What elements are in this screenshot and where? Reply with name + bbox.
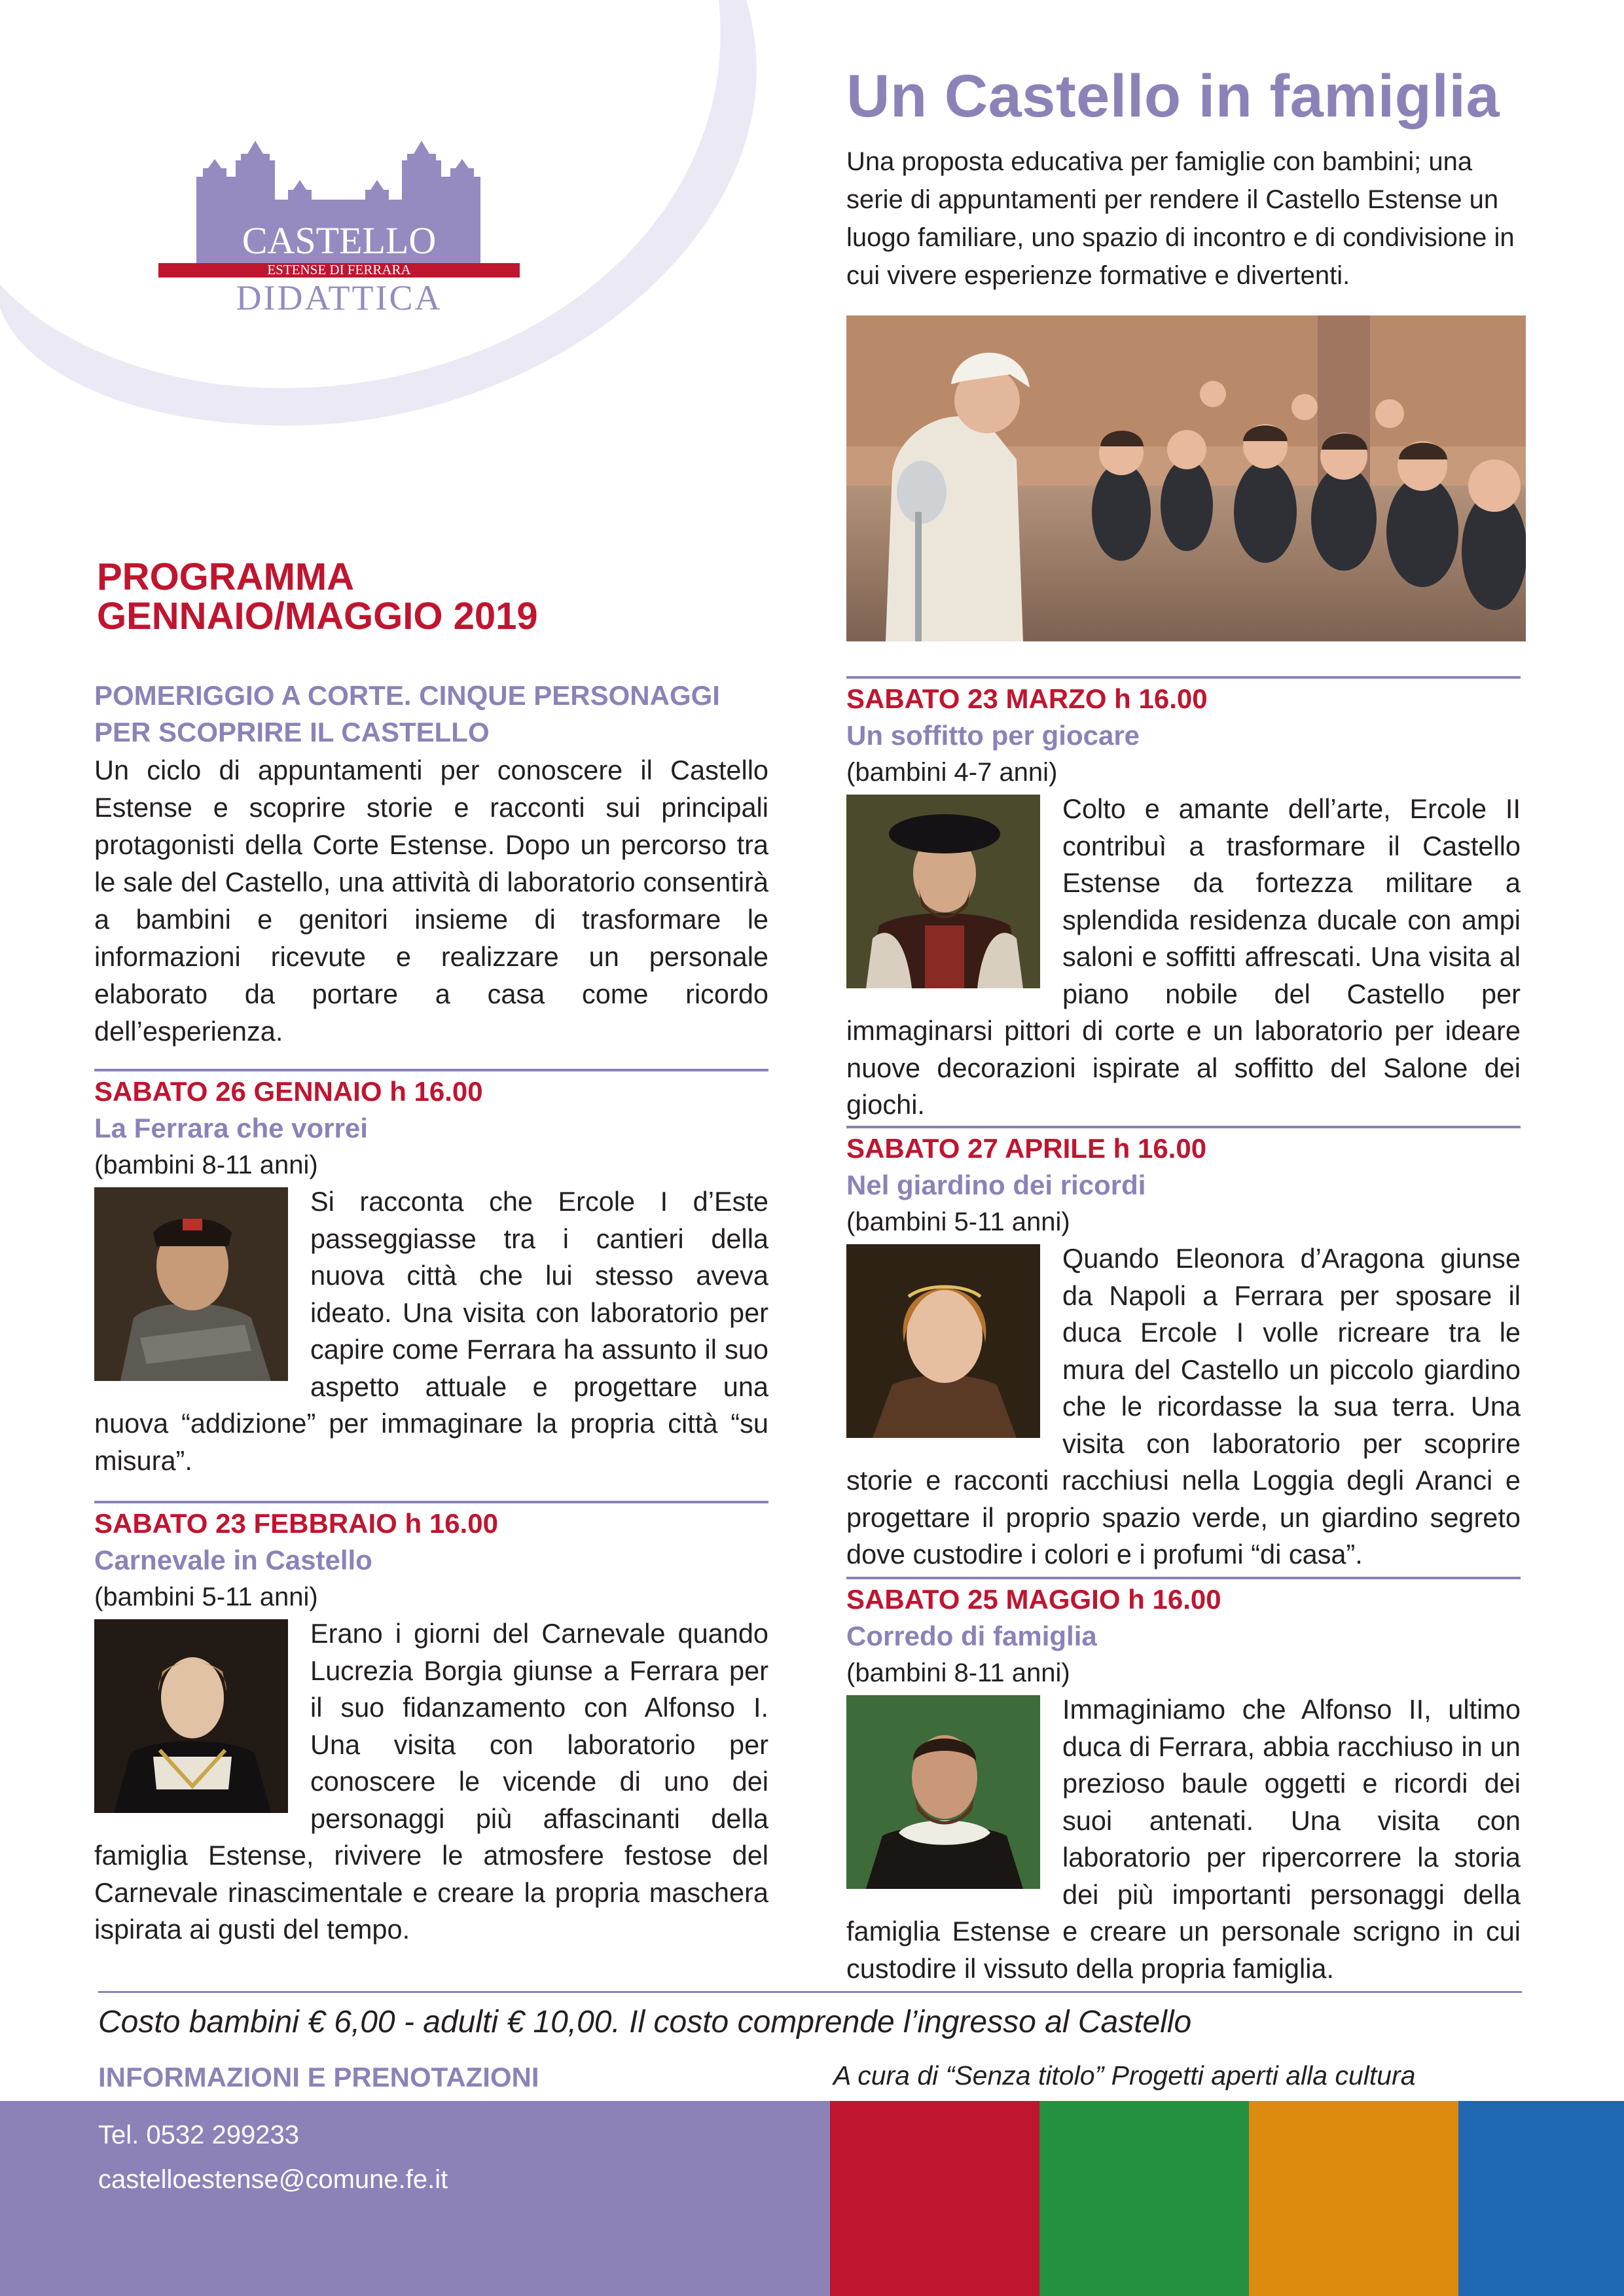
color-band-orange bbox=[1249, 2101, 1458, 2296]
event-date: SABATO 23 FEBBRAIO h 16.00 bbox=[94, 1508, 498, 1539]
event-age: (bambini 5-11 anni) bbox=[94, 1583, 318, 1611]
event-age: (bambini 8-11 anni) bbox=[846, 1659, 1070, 1687]
phone-number[interactable]: Tel. 0532 299233 bbox=[98, 2121, 299, 2149]
intro-text: Una proposta educativa per famiglie con bambini; una serie di appuntamenti per rendere il Castello Estense un luogo familiare, uno spazio di incontro e di condivisione in cui vivere esperienze formative e divertenti. bbox=[846, 147, 1515, 290]
divider bbox=[846, 676, 1521, 679]
event-text: Si racconta che Ercole I d’Este passeggiasse tra i cantieri della nuova città che lui stesso aveva ideato. Una visita con laboratorio per capire come Ferrara ha assunto il suo aspetto attuale e progettare una nuova “addizione” per immaginare la propria città “su misura”. bbox=[94, 1186, 768, 1476]
divider bbox=[846, 1126, 1521, 1128]
event-age: (bambini 4-7 anni) bbox=[846, 758, 1058, 787]
color-band-red bbox=[830, 2101, 1039, 2296]
color-band-green bbox=[1039, 2101, 1249, 2296]
event-age: (bambini 8-11 anni) bbox=[94, 1151, 318, 1179]
contact-bar bbox=[0, 2101, 830, 2296]
hero-photo bbox=[846, 315, 1526, 641]
program-heading bbox=[97, 558, 538, 636]
lead-heading: POMERIGGIO A CORTE. CINQUE PERSONAGGI PER SCOPRIRE IL CASTELLO bbox=[94, 680, 720, 747]
logo-estense-text: ESTENSE DI FERRARA bbox=[267, 262, 411, 278]
event-date: SABATO 26 GENNAIO h 16.00 bbox=[94, 1076, 483, 1107]
event-text: Erano i giorni del Carnevale quando Lucrezia Borgia giunse a Ferrara per il suo fidanzamento con Alfonso I. Una visita con laboratorio per conoscere le vicende di uno dei personaggi più affascinanti della famiglia Estense, rivivere le atmosfere festose del Carnevale rinascimentale e creare la propria maschera ispirata ai gusti del tempo. bbox=[94, 1618, 768, 1945]
event-1 bbox=[94, 1073, 768, 1479]
event-age: (bambini 5-11 anni) bbox=[846, 1208, 1070, 1236]
event-text: Immaginiamo che Alfonso II, ultimo duca di Ferrara, abbia racchiuso in un prezioso baule oggetti e ricordi dei suoi antenati. Una visita con laboratorio per ripercorrere la storia dei più importanti personaggi della famiglia Estense e creare un personale scrigno in cui custodire il vissuto della propria famiglia. bbox=[846, 1694, 1521, 1984]
page-title: Un Castello in famiglia bbox=[846, 63, 1500, 130]
logo-castello-text: CASTELLO bbox=[242, 219, 437, 262]
info-heading: INFORMAZIONI E PRENOTAZIONI bbox=[98, 2062, 539, 2092]
portrait-ercole-ii bbox=[846, 795, 1040, 988]
event-4 bbox=[846, 1130, 1521, 1573]
divider bbox=[98, 1991, 1522, 1993]
program-heading-line2: GENNAIO/MAGGIO 2019 bbox=[97, 595, 538, 637]
divider bbox=[846, 1577, 1521, 1579]
castle-icon bbox=[151, 128, 530, 324]
event-text: Quando Eleonora d’Aragona giunse da Napoli a Ferrara per sposare il duca Ercole I volle ricreare tra le mura del Castello un piccolo giardino che le ricordasse la sua terra. Una visita con laboratorio per scoprire storie e racconti racchiusi nella Loggia degli Aranci e progettare il proprio spazio verde, un giardino segreto dove custodire i colori e i profumi “di casa”. bbox=[846, 1243, 1521, 1570]
event-text: Colto e amante dell’arte, Ercole II contribuì a trasformare il Castello Estense da fortezza militare a splendida residenza ducale con ampi saloni e soffitti affrescati. Una visita al piano nobile del Castello per immaginarsi pittori di corte e un laboratorio per ideare nuove decorazioni ispirate al soffitto del Salone dei giochi. bbox=[846, 793, 1521, 1120]
portrait-eleonora-d-aragona bbox=[846, 1244, 1040, 1438]
curated-by-text: A cura di “Senza titolo” Progetti aperti alla cultura bbox=[833, 2060, 1416, 2090]
event-5 bbox=[846, 1581, 1521, 1987]
portrait-alfonso-ii bbox=[846, 1695, 1040, 1889]
event-date: SABATO 25 MAGGIO h 16.00 bbox=[846, 1584, 1221, 1615]
event-date: SABATO 23 MARZO h 16.00 bbox=[846, 683, 1208, 714]
divider bbox=[94, 1501, 768, 1503]
event-date: SABATO 27 APRILE h 16.00 bbox=[846, 1133, 1207, 1164]
event-title: Corredo di famiglia bbox=[846, 1621, 1097, 1651]
portrait-lucrezia-borgia bbox=[94, 1619, 288, 1813]
cost-text: Costo bambini € 6,00 - adulti € 10,00. Il costo comprende l’ingresso al Castello bbox=[98, 2005, 1192, 2039]
email-link[interactable]: castelloestense@comune.fe.it bbox=[98, 2165, 448, 2194]
program-heading-line1: PROGRAMMA bbox=[97, 556, 355, 598]
lead-text: Un ciclo di appuntamenti per conoscere il Castello Estense e scoprire storie e racconti sui principali protagonisti della Corte Estense. Dopo un percorso tra le sale del Castello, una attività di laboratorio consentirà a bambini e genitori insieme di trasformare le informazioni ricevute e realizzare un personale elaborato da portare a casa come ricordo dell’esperienza. bbox=[94, 755, 768, 1047]
event-title: Carnevale in Castello bbox=[94, 1545, 372, 1575]
event-3 bbox=[846, 681, 1521, 1124]
logo-didattica-text: DIDATTICA bbox=[236, 278, 442, 317]
event-title: Un soffitto per giocare bbox=[846, 720, 1140, 751]
divider bbox=[94, 1069, 768, 1071]
event-title: La Ferrara che vorrei bbox=[94, 1113, 368, 1143]
color-band-blue bbox=[1458, 2101, 1624, 2296]
event-title: Nel giardino dei ricordi bbox=[846, 1170, 1146, 1200]
portrait-ercole-i bbox=[94, 1187, 288, 1381]
event-2 bbox=[94, 1505, 768, 1948]
castello-didattica-logo bbox=[151, 128, 530, 324]
